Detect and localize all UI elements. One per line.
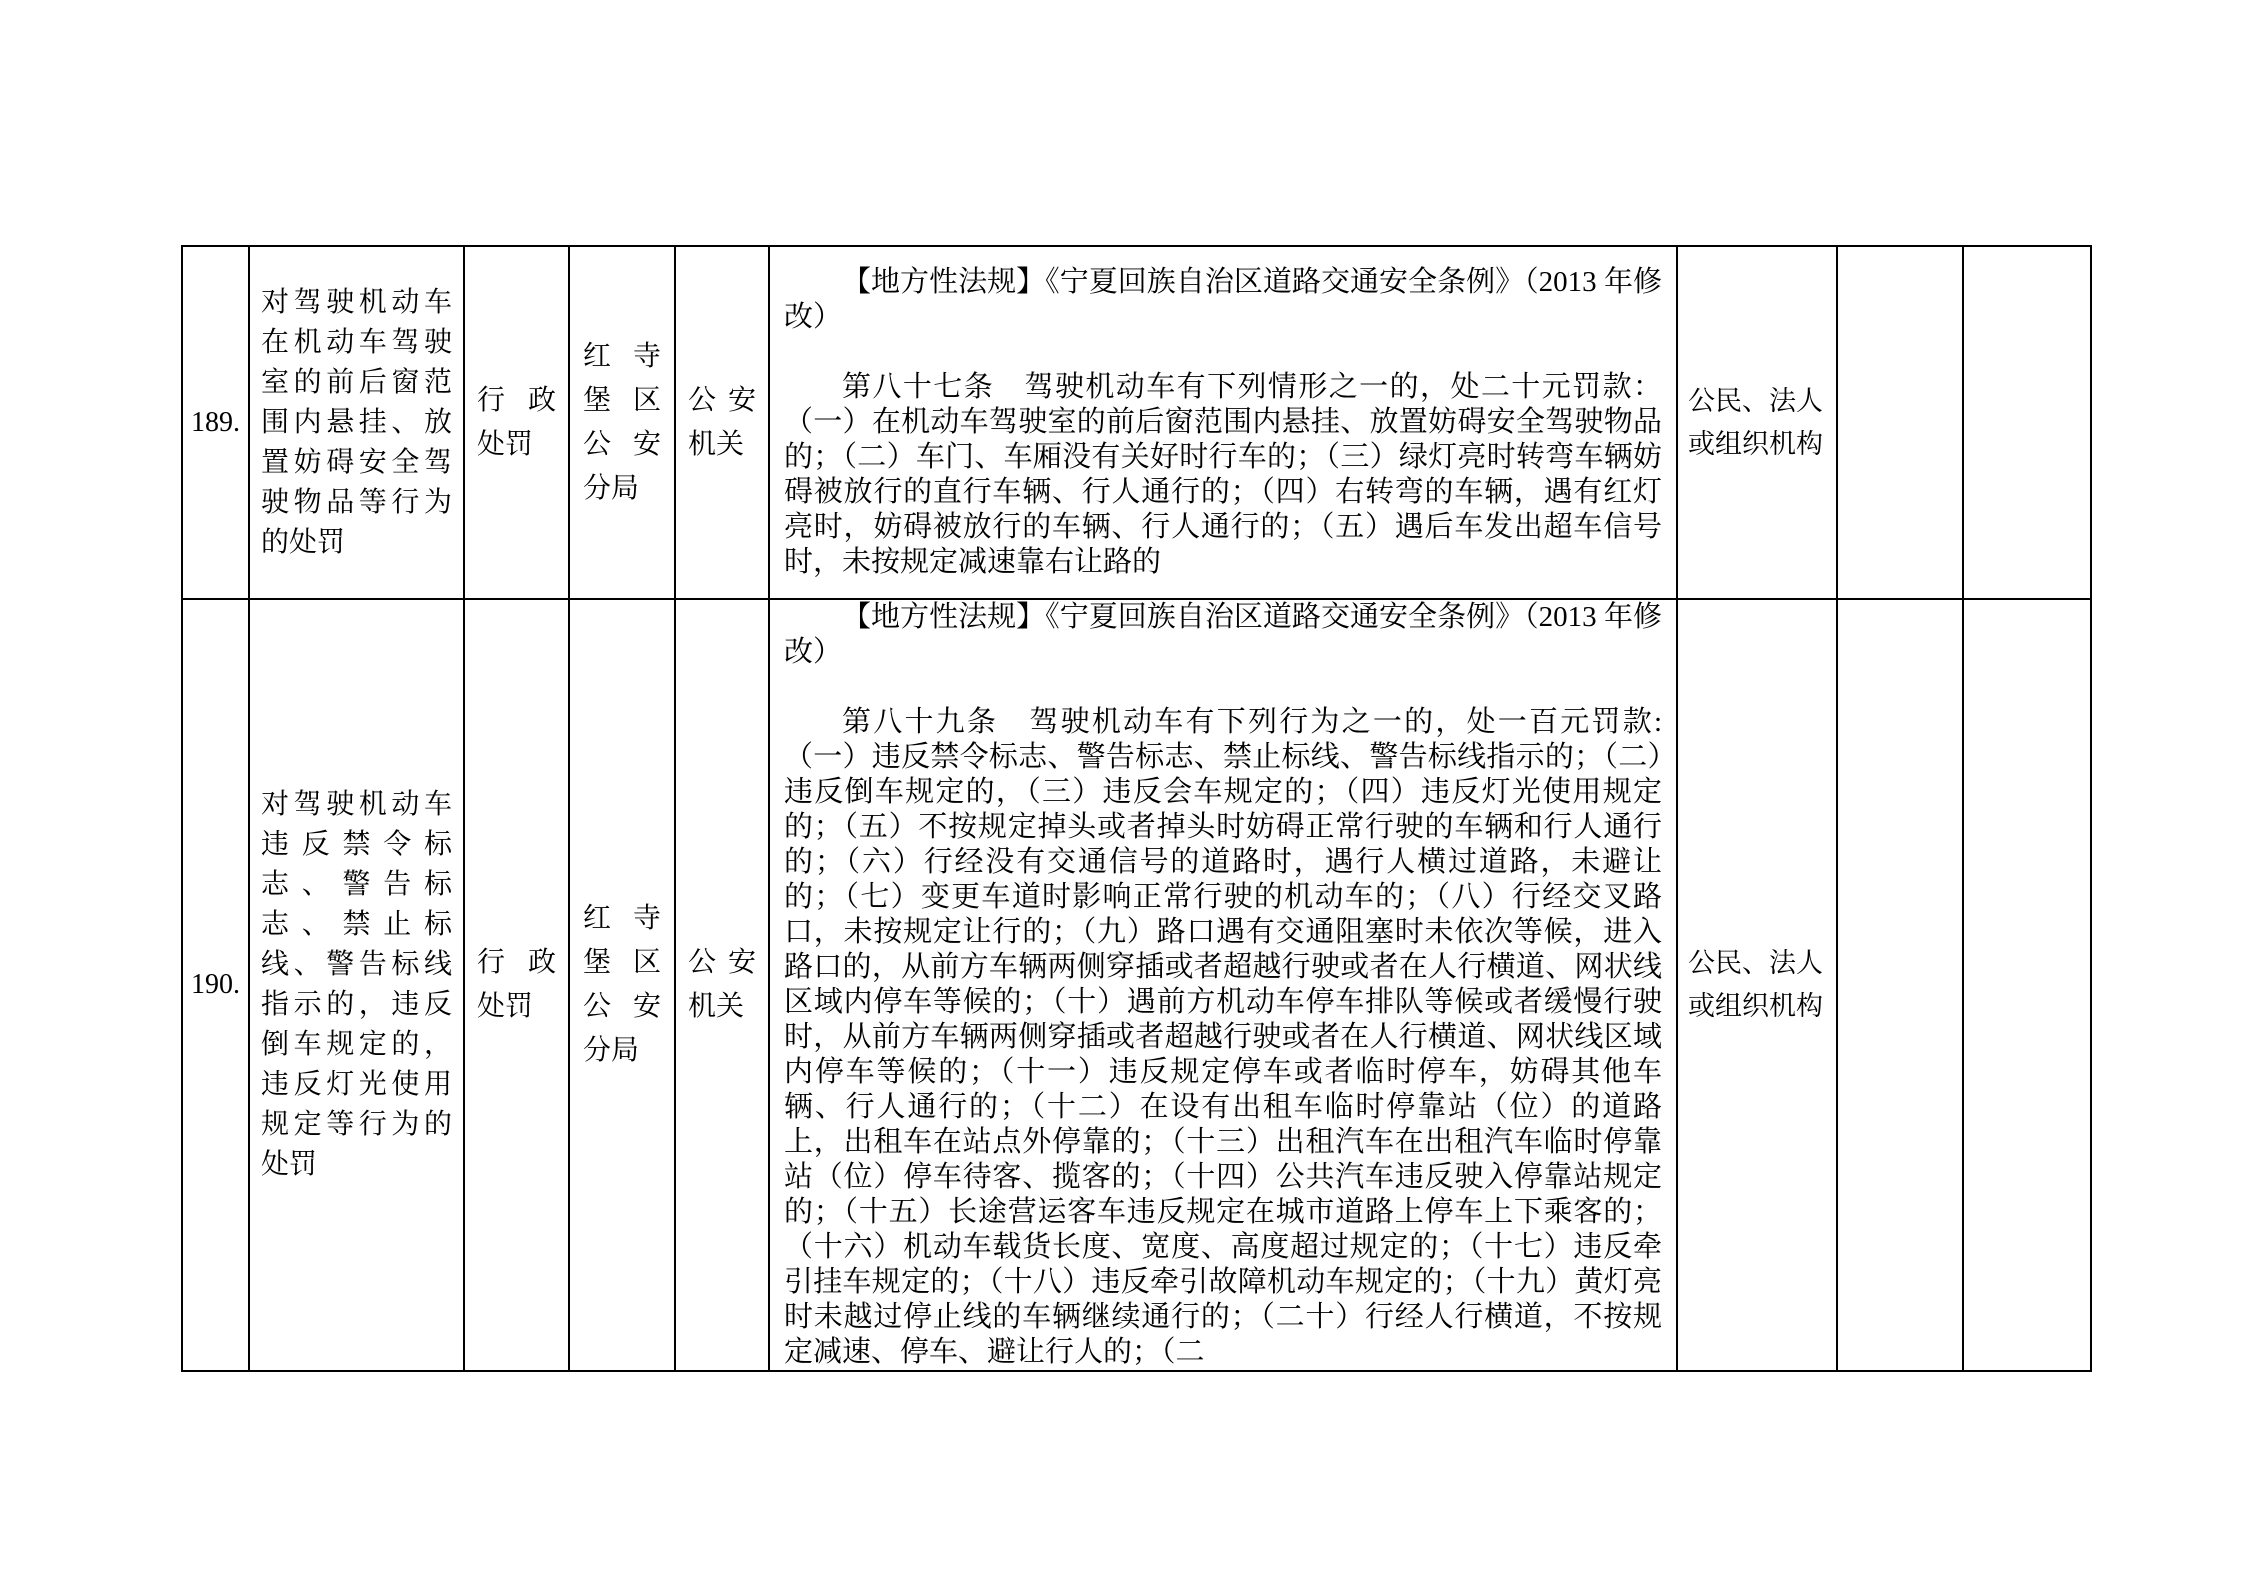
empty-cell-1: [1837, 246, 1963, 599]
legal-basis-article: 第八十七条 驾驶机动车有下列情形之一的，处二十元罚款：（一）在机动车驾驶室的前后窗范围内悬挂、放置妨碍安全驾驶物品的；（二）车门、车厢没有关好时行车的；（三）绿灯亮时转弯车辆妨碍被放行的直行车辆、行人通行的；（四）右转弯的车辆，遇有红灯亮时，妨碍被放行的车辆、行人通行的；（五）遇后车发出超车信号时，未按规定减速靠右让路的: [784, 371, 1662, 578]
seq-cell: 190.: [182, 599, 249, 1371]
penalty-type-cell: 行政处罚: [464, 246, 569, 599]
organ-type-cell: 公安机关: [675, 246, 769, 599]
seq-cell: 189.: [182, 246, 249, 599]
admin-penalty-table: [181, 245, 2092, 1372]
legal-basis-article: 第八十九条 驾驶机动车有下列行为之一的，处一百元罚款:（一）违反禁令标志、警告标志、禁止标线、警告标线指示的；（二）违反倒车规定的，（三）违反会车规定的；（四）违反灯光使用规定的；（五）不按规定掉头或者掉头时妨碍正常行驶的车辆和行人通行的；（六）行经没有交通信号的道路时，遇行人横过道路，未避让的；（七）变更车道时影响正常行驶的机动车的；（八）行经交叉路口，未按规定让行的；（九）路口遇有交通阻塞时未依次等候，进入路口的，从前方车辆两侧穿插或者超越行驶或者在人行横道、网状线区域内停车等候的；（十）遇前方机动车停车排队等候或者缓慢行驶时，从前方车辆两侧穿插或者超越行驶或者在人行横道、网状线区域内停车等候的；（十一）违反规定停车或者临时停车，妨碍其他车辆、行人通行的；（十二）在设有出租车临时停靠站（位）的道路上，出租车在站点外停靠的；（十三）出租汽车在出租汽车临时停靠站（位）停车待客、揽客的；（十四）公共汽车违反驶入停靠站规定的；（十五）长途营运客车违反规定在城市道路上停车上下乘客的；（十六）机动车载货长度、宽度、高度超过规定的；（十七）违反牵引挂车规定的；（十八）违反牵引故障机动车规定的；（十九）黄灯亮时未越过停止线的车辆继续通行的；（二十）行经人行横道，不按规定减速、停车、避让行人的；（二: [784, 706, 1662, 1368]
legal-basis-cell: [769, 246, 1677, 599]
department-cell: 红寺堡区公安分局: [569, 246, 675, 599]
organ-type-cell: 公安机关: [675, 599, 769, 1371]
table-row-190: [182, 599, 2091, 1371]
empty-cell-1: [1837, 599, 1963, 1371]
item-name-cell: 对驾驶机动车在机动车驾驶室的前后窗范围内悬挂、放置妨碍安全驾驶物品等行为的处罚: [249, 246, 464, 599]
penalty-type-cell: 行政处罚: [464, 599, 569, 1371]
target-group-cell: 公民、法人或组织机构: [1677, 599, 1837, 1371]
empty-cell-2: [1963, 246, 2091, 599]
department-cell: 红寺堡区公安分局: [569, 599, 675, 1371]
target-group-cell: 公民、法人或组织机构: [1677, 246, 1837, 599]
item-name-cell: 对驾驶机动车违反禁令标志、警告标志、禁止标线、警告标线指示的，违反倒车规定的，违反灯光使用规定等行为的处罚: [249, 599, 464, 1371]
empty-cell-2: [1963, 599, 2091, 1371]
legal-basis-source: 【地方性法规】《宁夏回族自治区道路交通安全条例》（2013 年修改）: [784, 601, 1662, 668]
legal-basis-source: 【地方性法规】《宁夏回族自治区道路交通安全条例》（2013 年修改）: [784, 266, 1662, 333]
legal-basis-cell: [769, 599, 1677, 1371]
table-row-189: [182, 246, 2091, 599]
